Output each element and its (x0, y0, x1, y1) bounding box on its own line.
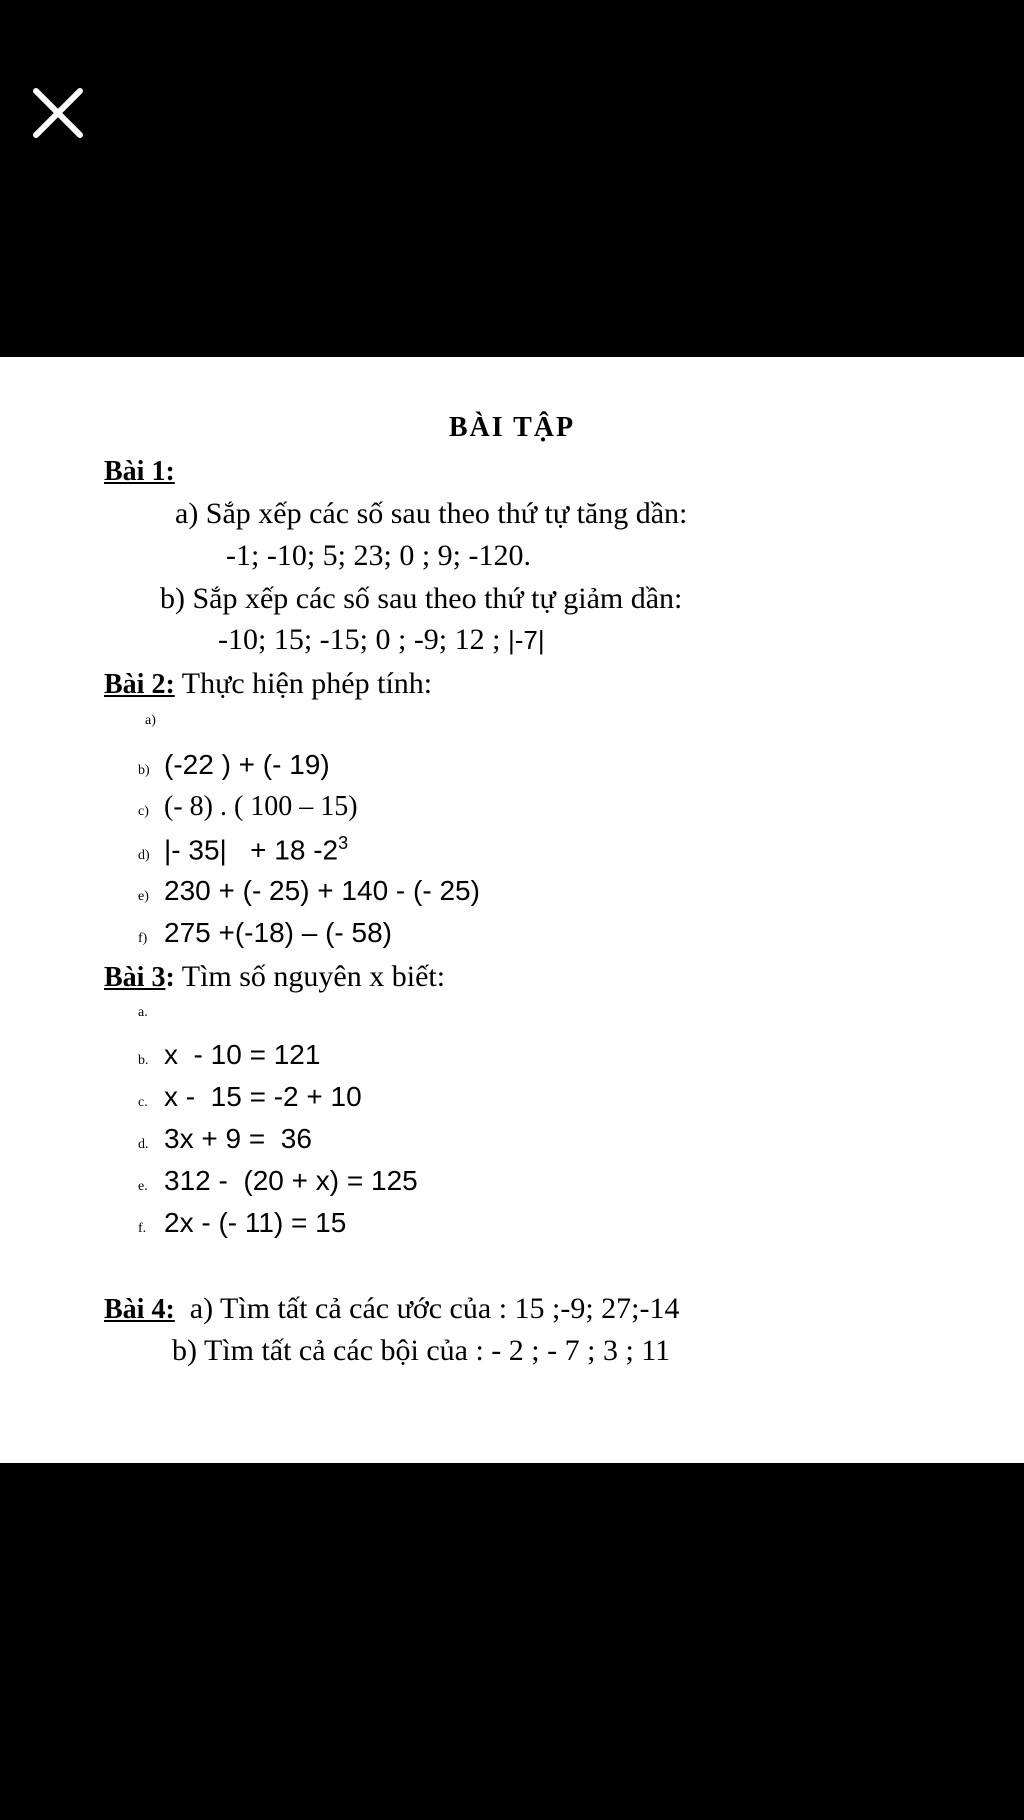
bai2-heading (104, 667, 432, 701)
item-expression: 2x - (- 11) = 15 (164, 1207, 347, 1238)
item-expression: 3x + 9 = 36 (164, 1123, 312, 1154)
bai2-item-a (145, 713, 171, 729)
item-marker: f) (138, 931, 148, 946)
bai2-instruction: Thực hiện phép tính: (174, 667, 433, 700)
item-expression: |- 35| + 18 -2 (164, 834, 339, 866)
item-marker: e) (138, 889, 149, 904)
close-icon (30, 85, 86, 141)
item-expression: (- 8) . ( 100 – 15) (164, 791, 358, 822)
bai4-heading (104, 1292, 680, 1326)
item-marker: a) (145, 713, 156, 728)
bai3-item-f (138, 1207, 346, 1239)
bai1-heading (104, 456, 175, 488)
bai1-heading-text: Bài 1: (104, 456, 175, 487)
doc-title: BÀI TẬP (448, 412, 576, 443)
bai2-item-d (138, 833, 348, 866)
bai3-item-d (138, 1123, 312, 1155)
item-expression: x - 15 = -2 + 10 (164, 1081, 362, 1112)
document-image (0, 357, 1024, 1463)
bai2-item-c (138, 791, 358, 823)
item-expression: x - 10 = 121 (164, 1039, 321, 1070)
item-exponent: 3 (338, 833, 349, 853)
item-expression: 275 +(-18) – (- 58) (164, 917, 392, 948)
bai4-b-text: b) Tìm tất cả các bội của : - 2 ; - 7 ; 3 ; 11 (172, 1334, 671, 1367)
bai1-a-numbers: -1; -10; 5; 23; 0 ; 9; -120. (226, 539, 531, 572)
bai2-item-f (138, 917, 392, 949)
bai2-item-e (138, 875, 480, 907)
bai1-b-numbers-prefix: -10; 15; -15; 0 ; -9; 12 ; (218, 623, 501, 656)
item-expression: (-22 ) + (- 19) (164, 749, 330, 780)
bai3-instruction: Tìm số nguyên x biết: (174, 960, 446, 993)
item-marker: c) (138, 804, 149, 819)
bai1-b-numbers-abs: |-7| (507, 625, 545, 655)
close-button[interactable] (30, 85, 86, 141)
bai4-heading-text: Bài 4 (104, 1294, 166, 1325)
item-marker: d) (138, 848, 150, 864)
bai2-heading-colon: : (165, 669, 175, 700)
bai3-heading-colon: : (165, 962, 175, 993)
bai4-a-text: a) Tìm tất cả các ước của : 15 ;-9; 27;-14 (174, 1292, 680, 1325)
bai4-heading-colon: : (165, 1294, 175, 1325)
item-marker: f. (138, 1221, 147, 1236)
item-marker: a. (138, 1005, 148, 1020)
bai1-b-instruction: b) Sắp xếp các số sau theo thứ tự giảm dần: (160, 582, 683, 615)
item-marker: c. (138, 1095, 148, 1110)
bai3-item-e (138, 1165, 418, 1197)
bai2-item-b (138, 749, 330, 781)
bai3-item-c (138, 1081, 362, 1113)
bai3-heading (104, 960, 445, 994)
item-marker: d. (138, 1137, 149, 1152)
bai3-heading-text: Bài 3 (104, 962, 166, 993)
bai1-a-instruction: a) Sắp xếp các số sau theo thứ tự tăng dần: (175, 497, 688, 530)
item-marker: b. (138, 1053, 149, 1068)
item-marker: b) (138, 763, 150, 778)
bai2-heading-text: Bài 2 (104, 669, 166, 700)
bai1-b-numbers (218, 623, 545, 657)
bai3-item-b (138, 1039, 320, 1071)
item-expression: 230 + (- 25) + 140 - (- 25) (164, 875, 480, 906)
item-expression: 312 - (20 + x) = 125 (164, 1165, 418, 1196)
item-marker: e. (138, 1179, 148, 1194)
bai3-item-a (138, 1005, 164, 1021)
